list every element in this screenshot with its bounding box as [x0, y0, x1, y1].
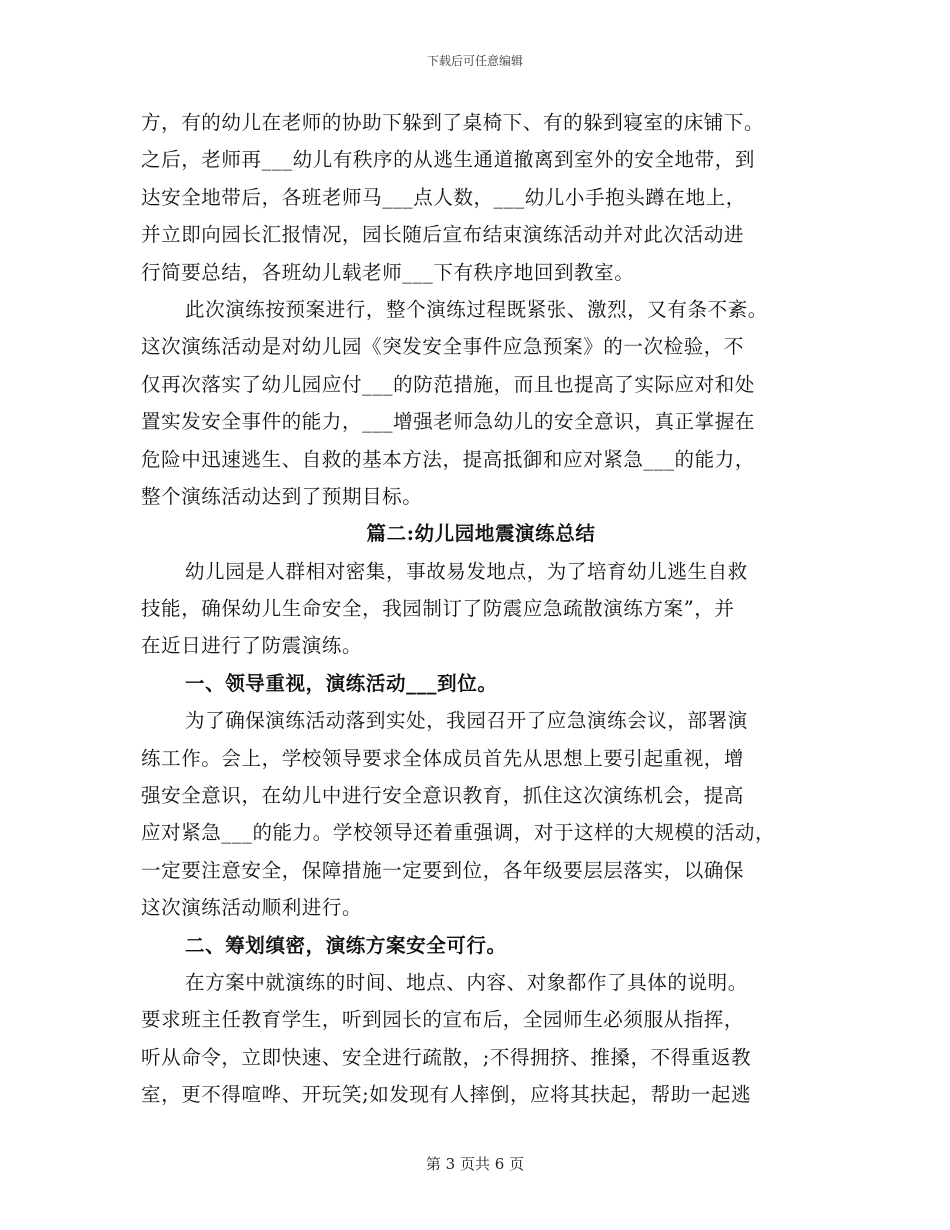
page-footer-number: 第 3 页共 6 页	[425, 1155, 525, 1173]
paragraph-line: 幼儿园是人群相对密集，事故易发地点，为了培育幼儿逃生自救	[185, 559, 748, 583]
section-heading: 二、筹划缜密，演练方案安全可行。	[185, 933, 507, 957]
page-header-note: 下载后可任意编辑	[426, 54, 523, 68]
paragraph-line: 一定要注意安全，保障措施一定要到位，各年级要层层落实，以确保	[141, 858, 745, 882]
paragraph-line: 听从命令，立即快速、安全进行疏散，;不得拥挤、推搡，不得重返教	[141, 1045, 752, 1069]
paragraph-line: 室，更不得喧哗、开玩笑;如发现有人摔倒，应将其扶起，帮助一起逃	[141, 1083, 752, 1107]
paragraph-line: 技能，确保幼儿生命安全，我园制订了防震应急疏散演练方案”，并	[141, 597, 735, 621]
paragraph-line: 达安全地带后，各班老师马___点人数，___幼儿小手抱头蹲在地上，	[141, 185, 746, 209]
section-heading: 一、领导重视，演练活动___到位。	[185, 671, 498, 695]
paragraph-line: 这次演练活动是对幼儿园《突发安全事件应急预案》的一次检验，不	[141, 335, 745, 359]
paragraph-line: 置实发安全事件的能力，___增强老师急幼儿的安全意识，真正掌握在	[141, 410, 755, 434]
document-body	[141, 104, 821, 1114]
paragraph-line: 整个演练活动达到了预期目标。	[141, 484, 423, 508]
section-title: 篇二:幼儿园地震演练总结	[366, 522, 596, 546]
paragraph-line: 并立即向园长汇报情况，园长随后宣布结束演练活动并对此次活动进	[141, 223, 745, 247]
paragraph-line: 危险中迅速逃生、自救的基本方法，提高抵御和应对紧急___的能力，	[141, 447, 755, 471]
paragraph-line: 行简要总结，各班幼儿载老师___下有秩序地回到教室。	[141, 260, 635, 284]
paragraph-line: 方，有的幼儿在老师的协助下躲到了桌椅下、有的躲到寝室的床铺下。	[141, 111, 765, 134]
paragraph-line: 此次演练按预案进行，整个演练过程既紧张、激烈，又有条不紊。	[185, 297, 768, 321]
paragraph-line: 这次演练活动顺利进行。	[141, 896, 363, 920]
paragraph-line: 应对紧急___的能力。学校领导还着重强调，对于这样的大规模的活动，	[141, 821, 776, 845]
paragraph-line: 要求班主任教育学生，听到园长的宣布后，全园师生必须服从指挥，	[141, 1008, 745, 1032]
paragraph-line: 之后，老师再___幼儿有秩序的从逃生通道撤离到室外的安全地带，到	[141, 148, 755, 172]
paragraph-line: 为了确保演练活动落到实处，我园召开了应急演练会议，部署演	[185, 709, 748, 733]
paragraph-line: 练工作。会上，学校领导要求全体成员首先从思想上要引起重视，增	[141, 746, 745, 770]
paragraph-line: 在方案中就演练的时间、地点、内容、对象都作了具体的说明。	[185, 970, 748, 994]
paragraph-line: 仅再次落实了幼儿园应付___的防范措施，而且也提高了实际应对和处	[141, 372, 755, 396]
paragraph-line: 在近日进行了防震演练。	[141, 634, 363, 658]
paragraph-line: 强安全意识，在幼儿中进行安全意识教育，抓住这次演练机会，提高	[141, 784, 745, 808]
